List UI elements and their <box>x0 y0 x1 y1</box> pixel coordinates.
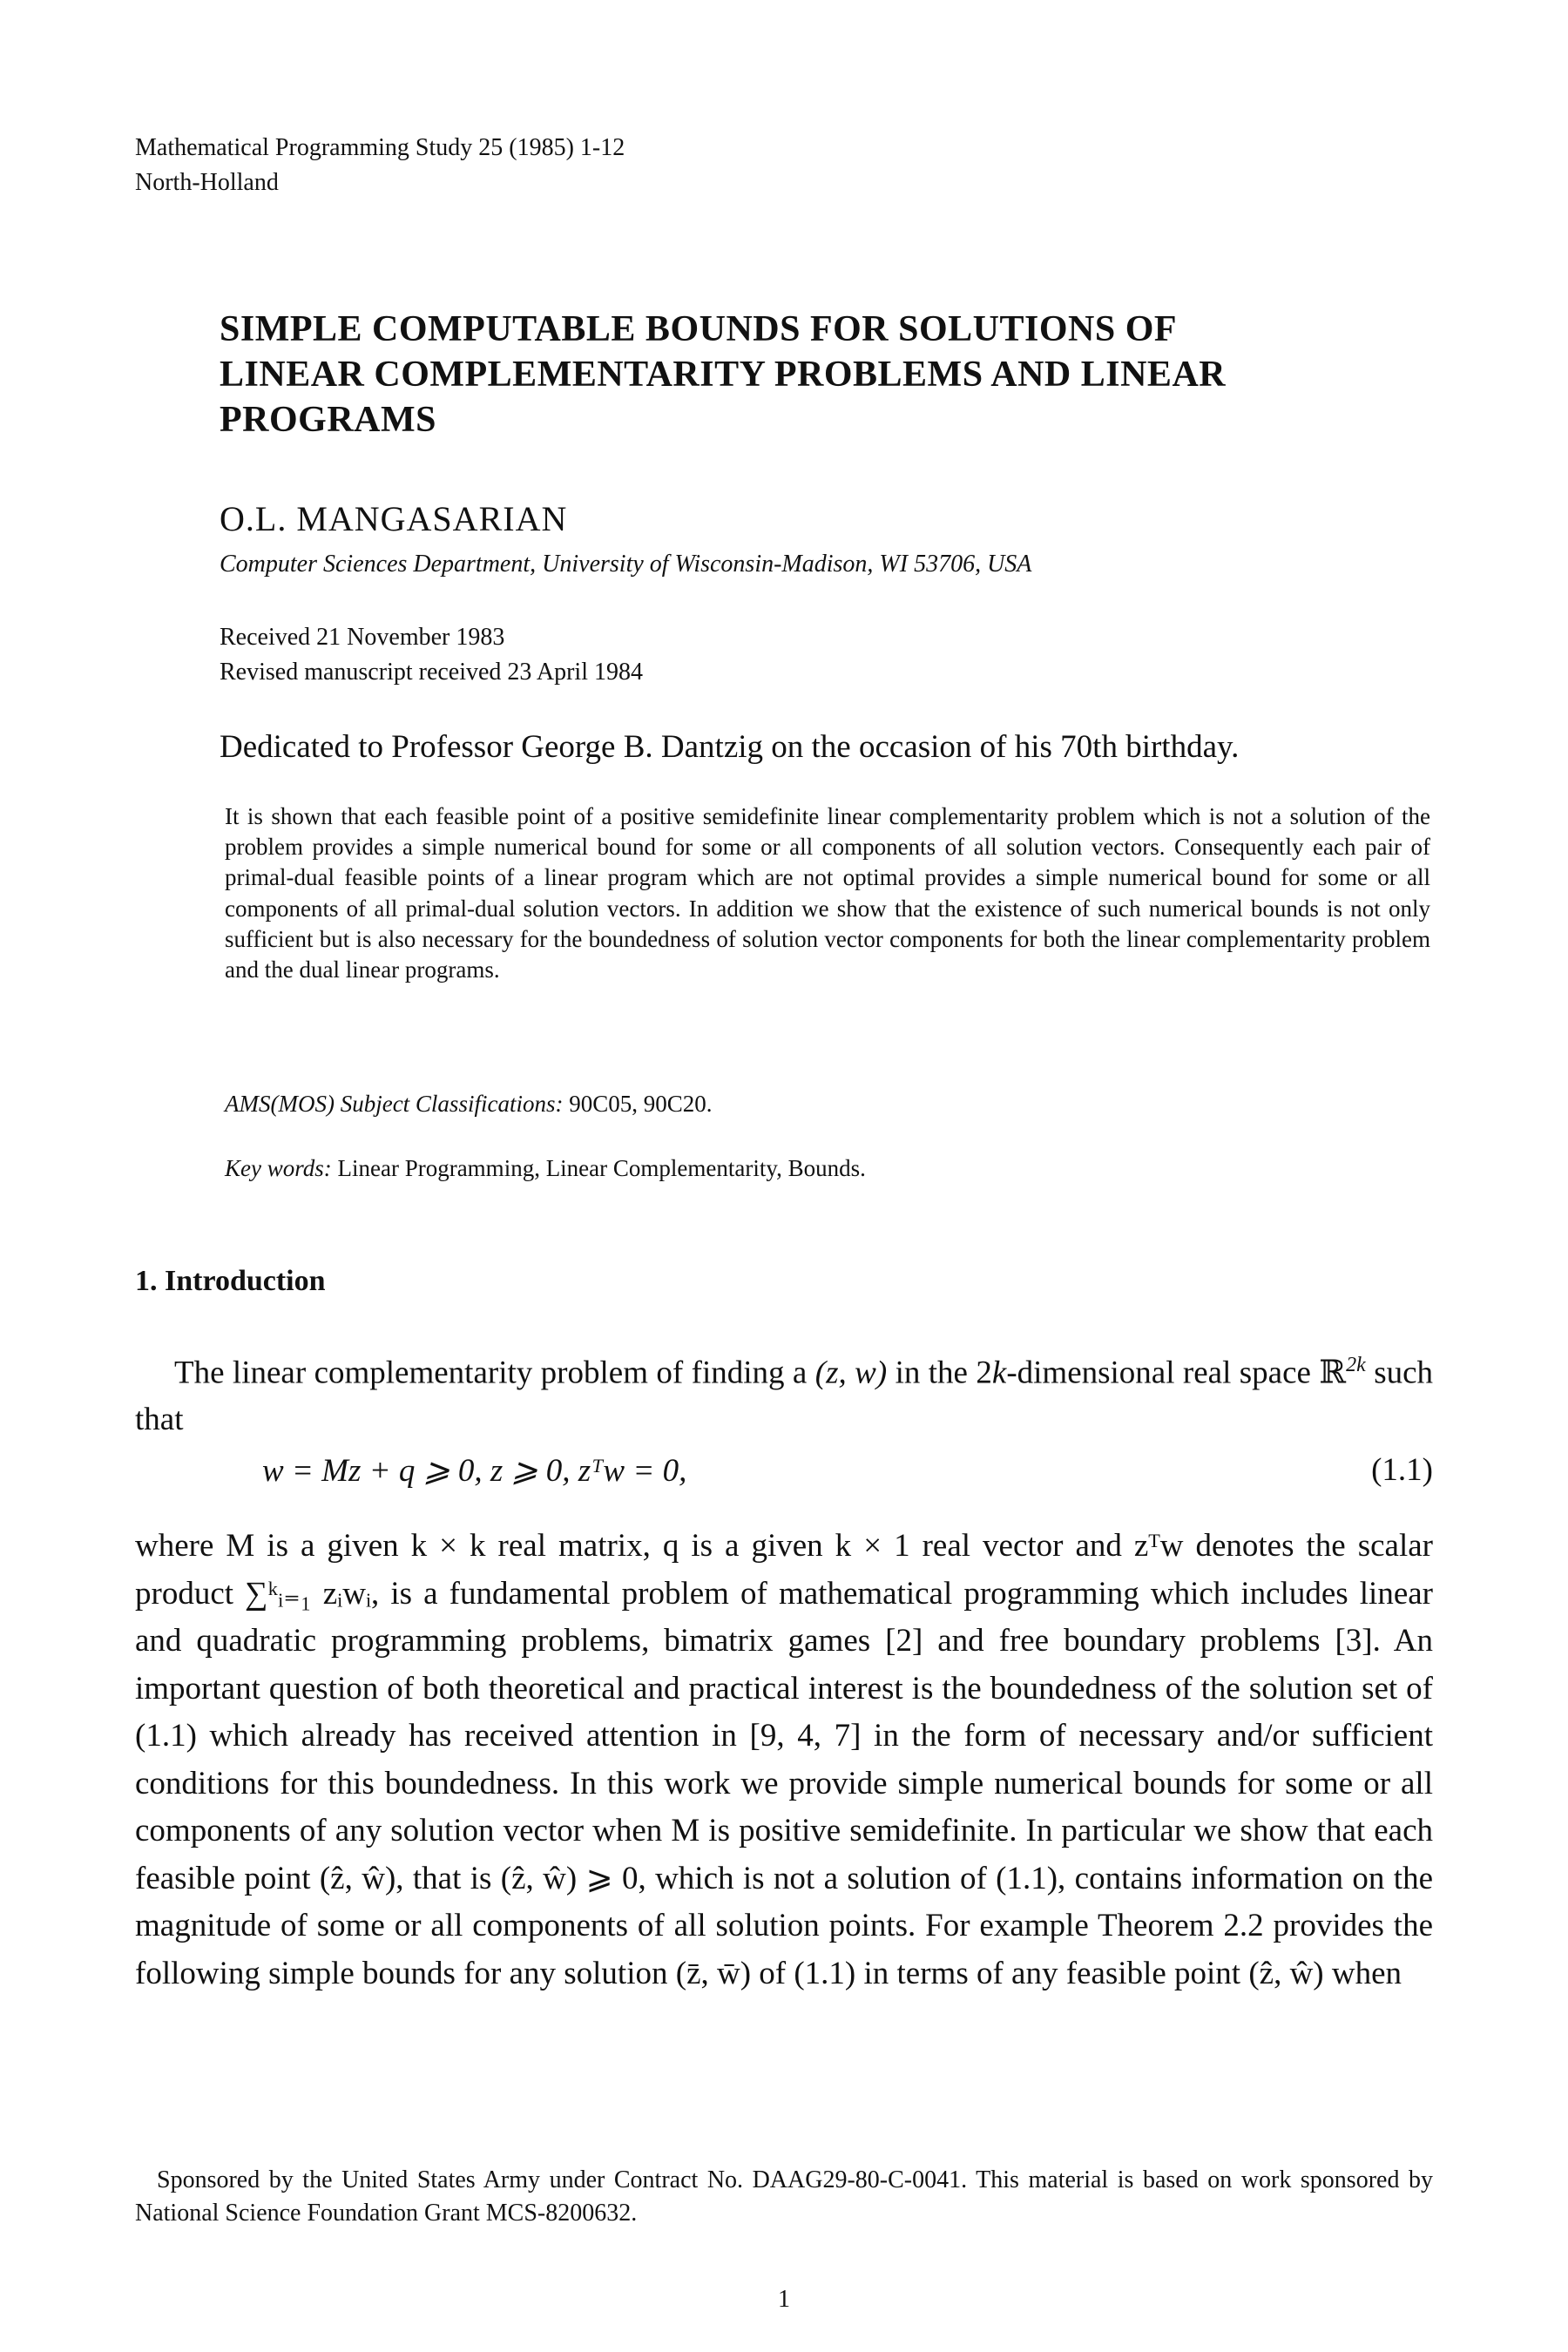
title-line: SIMPLE COMPUTABLE BOUNDS FOR SOLUTIONS OF <box>220 309 1178 349</box>
abstract: It is shown that each feasible point of a positive semidefinite linear complementarity problem which is not a solution of the problem provides a simple numerical bound for some or all components of all solution vectors. Consequently each pair of primal-dual feasible points of a linear program which are not optimal provides a simple numerical bound for some or all components of all primal-dual solution vectors. In addition we show that the existence of such numerical bounds is not only sufficient but is also necessary for the boundedness of solution vector components for both the linear complementarity problem and the dual linear programs. <box>225 803 1430 983</box>
page-number: 1 <box>778 2286 790 2313</box>
submission-dates <box>220 620 643 690</box>
text-run: -dimensional real space ℝ <box>1006 1355 1347 1391</box>
paper-title <box>220 307 1422 443</box>
intro-paragraph-2: where M is a given k × k real matrix, q is a given k × 1 real vector and zᵀw denotes the scalar product ∑ᵏᵢ₌₁ zᵢwᵢ, is a fundamental problem of mathematical programming which includes linear and quadratic programming problems, bimatrix games [2] and free boundary problems [3]. An important question of both theoretical and practical interest is the boundedness of the solution set of (1.1) which already has received attention in [9, 4, 7] in the form of necessary and/or sufficient conditions for this boundedness. In this work we provide simple numerical bounds for some or all components of any solution vector when M is positive semidefinite. In particular we show that each feasible point (ẑ, ŵ), that is (ẑ, ŵ) ⩾ 0, which is not a solution of (1.1), contains information on the magnitude of some or all components of all solution points. For example Theorem 2.2 provides the following simple bounds for any solution (z̄, w̄) of (1.1) in terms of any feasible point (ẑ, ŵ) when <box>135 1528 1433 1991</box>
journal-header <box>135 131 625 200</box>
ams-classification <box>225 1091 712 1118</box>
section-title: Introduction <box>165 1265 326 1297</box>
text-run: The linear complementarity problem of finding a <box>174 1355 815 1391</box>
section-heading <box>135 1265 326 1298</box>
funding-footnote: Sponsored by the United States Army under Contract No. DAAG29-80-C-0041. This material is based on work sponsored by National Science Foundation Grant MCS-8200632. <box>135 2166 1433 2227</box>
journal-citation: Mathematical Programming Study 25 (1985) 1-12 <box>135 134 625 161</box>
revised-date: Revised manuscript received 23 April 1984 <box>220 659 643 686</box>
section-number: 1. <box>135 1265 158 1297</box>
keywords-value: Linear Programming, Linear Complementarity, Bounds. <box>337 1155 866 1181</box>
text-run: such that <box>135 1355 1434 1438</box>
author-name: O.L. MANGASARIAN <box>220 499 568 538</box>
equation-text: w = Mz + q ⩾ 0, z ⩾ 0, zᵀw = 0, <box>262 1453 687 1489</box>
math-zw: (z, w) <box>814 1355 888 1391</box>
equation-number: (1.1) <box>1371 1452 1433 1488</box>
text-run: in the 2 <box>887 1355 992 1391</box>
ams-value: 90C05, 90C20. <box>569 1091 713 1117</box>
math-superscript: 2k <box>1346 1354 1366 1376</box>
author-affiliation: Computer Sciences Department, University of Wisconsin-Madison, WI 53706, USA <box>220 551 1032 578</box>
title-line: LINEAR COMPLEMENTARITY PROBLEMS AND LINEAR <box>220 355 1227 395</box>
dedication: Dedicated to Professor George B. Dantzig on the occasion of his 70th birthday. <box>220 729 1240 765</box>
ams-label: AMS(MOS) Subject Classifications: <box>225 1091 564 1117</box>
intro-paragraph-1 <box>135 1342 1433 1443</box>
received-date: Received 21 November 1983 <box>220 624 505 651</box>
equation-1-1 <box>135 1451 1433 1498</box>
math-k: k <box>991 1355 1007 1391</box>
keywords-label: Key words: <box>225 1155 332 1181</box>
title-line: PROGRAMS <box>220 400 436 440</box>
publisher: North-Holland <box>135 169 279 196</box>
key-words <box>225 1155 866 1182</box>
